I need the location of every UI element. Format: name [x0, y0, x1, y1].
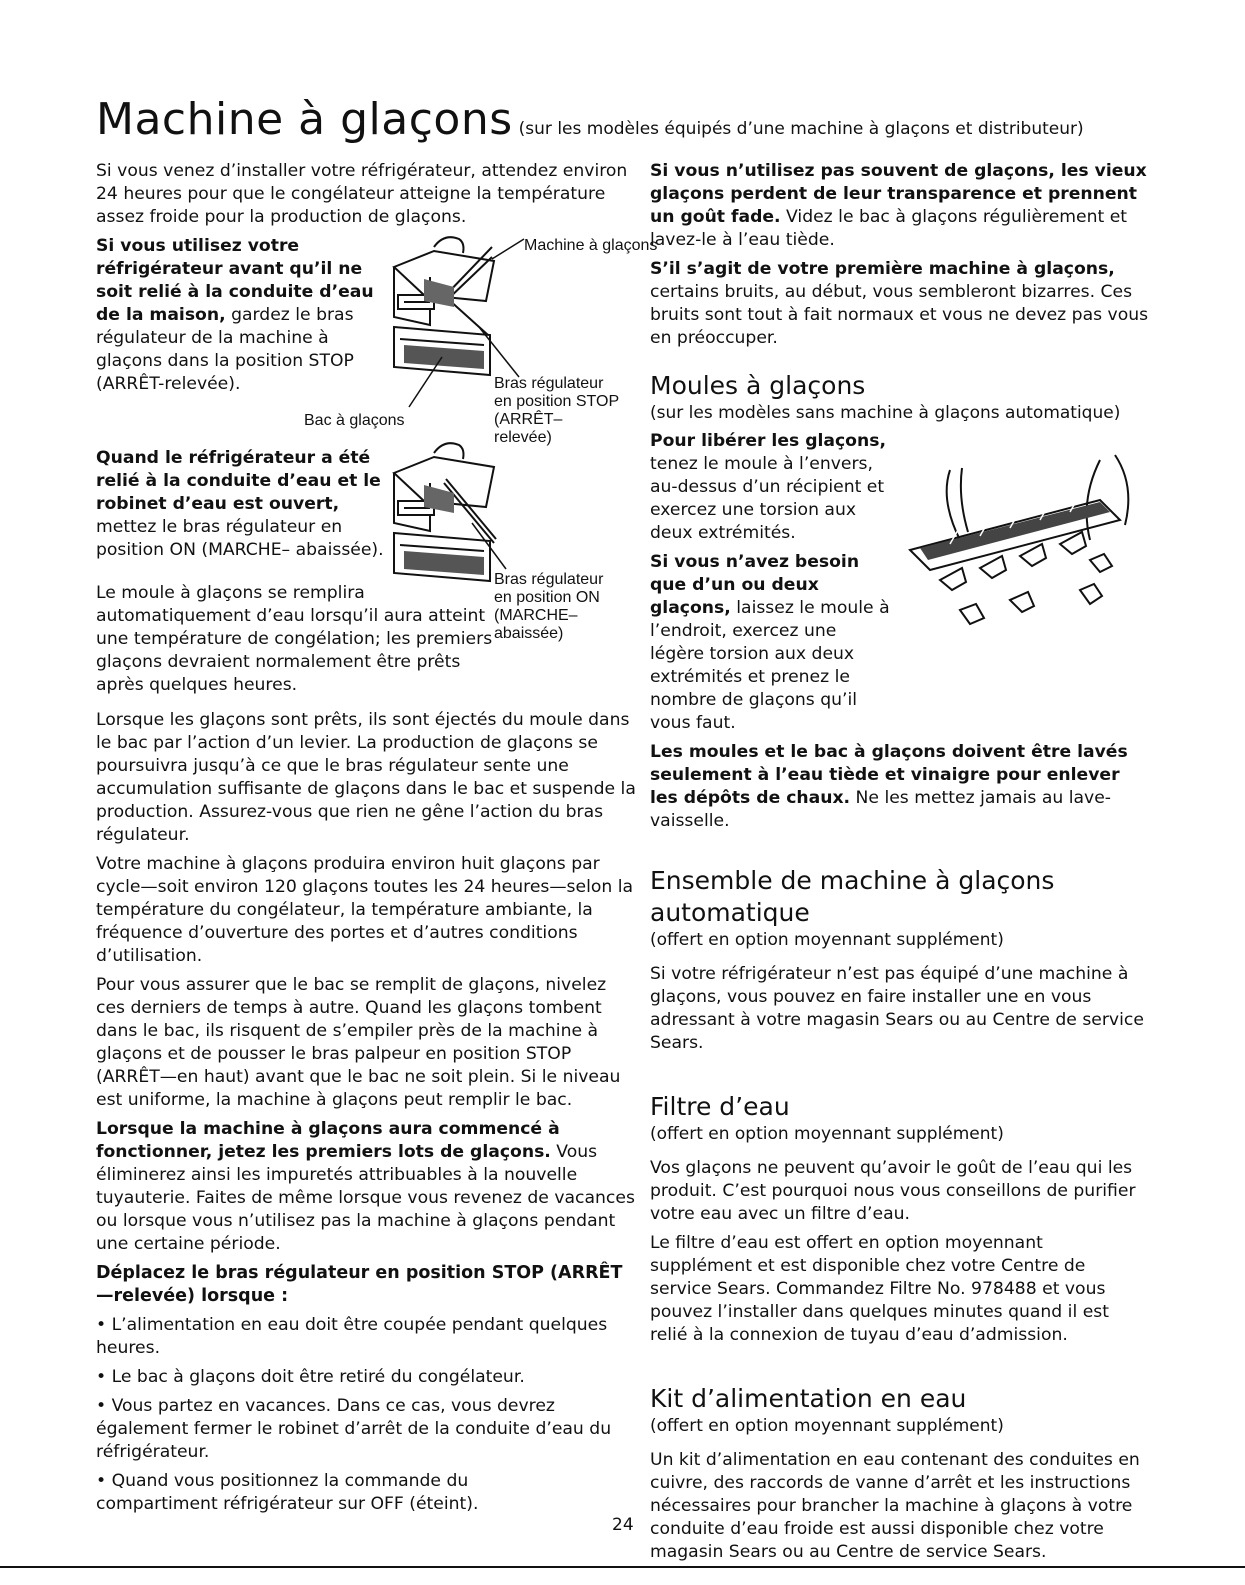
filtre-heading: Filtre d’eau: [650, 1092, 790, 1121]
ensemble-subheading: (offert en option moyennant supplément): [650, 930, 1004, 950]
wash-rest: Ne les mettez jamais au lave-vaisselle.: [650, 788, 1111, 831]
title-main: Machine à glaçons: [96, 94, 513, 145]
label-bin: Bac à glaçons: [304, 412, 405, 429]
first-icemaker-bold: S’il s’agit de votre première machine à glaçons,: [650, 259, 1115, 279]
title-sub: (sur les modèles équipés d’une machine à glaçons et distributeur): [518, 119, 1084, 139]
stop-section: [96, 235, 658, 446]
wash-bold: Les moules et le bac à glaçons doivent être lavés seulement à l’eau tiède et vinaigre pour enlever les dépôts de chaux.: [650, 742, 1128, 808]
stop-bold: Si vous utilisez votre réfrigérateur avant qu’il ne soit relié à la conduite d’eau de la maison,: [96, 236, 374, 325]
page-title: [96, 94, 1084, 145]
icemaker-figure-on: [384, 433, 604, 642]
tray-release-bold: Pour libérer les glaçons,: [650, 431, 886, 451]
label-machine: Machine à glaçons: [524, 237, 658, 254]
ensemble-heading: Ensemble de machine à glaçons automatique: [650, 866, 1055, 927]
discard-rest: Vous éliminerez ainsi les impuretés attribuables à la nouvelle tuyauterie. Faites de même lorsque vous revenez de vacances ou lorsque vous n’utilisez pas la machine à glaçons pendant une certaine période.: [96, 1142, 635, 1254]
eject-paragraph: Lorsque les glaçons sont prêts, ils sont éjectés du moule dans le bac par l’action d’un levier. La production de glaçons se poursuivra jusqu’à ce que le bras régulateur sente une accumulation suffisante de glaçons dans le bac et suspende la production. Assurez-vous que rien ne gêne l’action du bras régulateur.: [96, 710, 636, 845]
old-ice-bold: Si vous n’utilisez pas souvent de glaçons, les vieux glaçons perdent de leur transparence et prennent un goût fade.: [650, 161, 1147, 227]
on-paragraph: [96, 447, 386, 562]
tray-few-paragraph: [650, 551, 895, 735]
filtre-paragraph-2: Le filtre d’eau est offert en option moyennant supplément et est disponible chez votre Centre de service Sears. Commandez Filtre No. 978488 et vous pouvez l’installer dans quelques minutes quand il est relié à la connexion de tuyau d’eau d’admission.: [650, 1233, 1109, 1345]
kit-heading: Kit d’alimentation en eau: [650, 1384, 967, 1413]
on-bold: Quand le réfrigérateur a été relié à la conduite d’eau et le robinet d’eau est ouvert,: [96, 448, 381, 514]
bullet-item: • Le bac à glaçons doit être retiré du congélateur.: [96, 1367, 525, 1387]
on-rest: mettez le bras régulateur en position ON (MARCHE– abaissée).: [96, 517, 384, 560]
bullet-item: • Quand vous positionnez la commande du compartiment réfrigérateur sur OFF (éteint).: [96, 1471, 479, 1514]
label-arm-on: Bras régulateur en position ON (MARCHE– abaissée): [494, 571, 604, 642]
ice-tray-figure: [900, 440, 1140, 640]
filtre-subheading: (offert en option moyennant supplément): [650, 1124, 1004, 1144]
moules-heading: Moules à glaçons: [650, 371, 866, 400]
filtre-paragraph-1: Vos glaçons ne peuvent qu’avoir le goût de l’eau qui les produit. C’est pourquoi nous vous conseillons de purifier votre eau avec un filtre d’eau.: [650, 1158, 1136, 1224]
old-ice-rest: Videz le bac à glaçons régulièrement et lavez-le à l’eau tiède.: [650, 207, 1128, 250]
bullet-item: • L’alimentation en eau doit être coupée pendant quelques heures.: [96, 1315, 608, 1358]
stop-rest: gardez le bras régulateur de la machine à glaçons dans la position STOP (ARRÊT-relevée).: [96, 305, 354, 394]
moules-subheading: (sur les modèles sans machine à glaçons automatique): [650, 403, 1121, 423]
tray-release-rest: tenez le moule à l’envers, au-dessus d’un récipient et exercez une torsion aux deux extrémités.: [650, 454, 885, 543]
ensemble-paragraph: Si votre réfrigérateur n’est pas équipé d’une machine à glaçons, vous pouvez en faire installer une en vous adressant à votre magasin Sears ou au Centre de service Sears.: [650, 964, 1144, 1053]
right-column: [650, 160, 1150, 1564]
intro-paragraph: Si vous venez d’installer votre réfrigérateur, attendez environ 24 heures pour que le congélateur atteigne la température assez froide pour la production de glaçons.: [96, 161, 628, 227]
wash-paragraph: [650, 741, 1150, 833]
fill-paragraph: Le moule à glaçons se remplira automatiquement d’eau lorsqu’il aura atteint une température de congélation; les premiers glaçons devraient normalement être prêts après quelques heures.: [96, 583, 493, 695]
page-number: 24: [612, 1515, 634, 1535]
tray-few-rest: laissez le moule à l’endroit, exercez une légère torsion aux deux extrémités et prenez le nombre de glaçons qu’il vous faut.: [650, 598, 890, 733]
first-icemaker-rest: certains bruits, au début, vous sembleront bizarres. Ces bruits sont tout à fait normaux et vous ne devez pas vous en préoccuper.: [650, 282, 1149, 348]
tray-section: [650, 430, 1150, 735]
discard-paragraph: [96, 1118, 636, 1256]
stop-when-heading: Déplacez le bras régulateur en position STOP (ARRÊT—relevée) lorsque :: [96, 1263, 623, 1306]
old-ice-paragraph: [650, 160, 1150, 252]
bottom-rule: [0, 1566, 1245, 1568]
tray-release-paragraph: [650, 430, 895, 545]
kit-subheading: (offert en option moyennant supplément): [650, 1416, 1004, 1436]
tray-few-bold: Si vous n’avez besoin que d’un ou deux glaçons,: [650, 552, 860, 618]
stop-paragraph: [96, 235, 386, 396]
discard-bold: Lorsque la machine à glaçons aura commencé à fonctionner, jetez les premiers lots de glaçons.: [96, 1119, 560, 1162]
first-icemaker-paragraph: [650, 258, 1150, 350]
left-column: [96, 160, 658, 1516]
label-arm-stop: Bras régulateur en position STOP (ARRÊT– relevée): [494, 375, 619, 446]
kit-paragraph: Un kit d’alimentation en eau contenant des conduites en cuivre, des raccords de vanne d’arrêt et les instructions nécessaires pour brancher la machine à glaçons à votre conduite d’eau froide est aussi disponible chez votre magasin Sears ou au Centre de service Sears.: [650, 1450, 1140, 1562]
level-paragraph: Pour vous assurer que le bac se remplit de glaçons, nivelez ces derniers de temps à autre. Quand les glaçons tombent dans le bac, ils risquent de s’empiler près de la machine à glaçons et de pousser le bras palpeur en position STOP (ARRÊT—en haut) avant que le bac ne soit plein. Si le niveau est uniforme, la machine à glaçons peut remplir le bac.: [96, 975, 621, 1110]
bullet-item: • Vous partez en vacances. Dans ce cas, vous devrez également fermer le robinet d’arrêt de la conduite d’eau du réfrigérateur.: [96, 1396, 612, 1462]
production-paragraph: Votre machine à glaçons produira environ huit glaçons par cycle—soit environ 120 glaçons toutes les 24 heures—selon la température du congélateur, la température ambiante, la fréquence d’ouverture des portes et d’autres conditions d’utilisation.: [96, 854, 634, 966]
icemaker-figure-stop: [304, 227, 658, 446]
